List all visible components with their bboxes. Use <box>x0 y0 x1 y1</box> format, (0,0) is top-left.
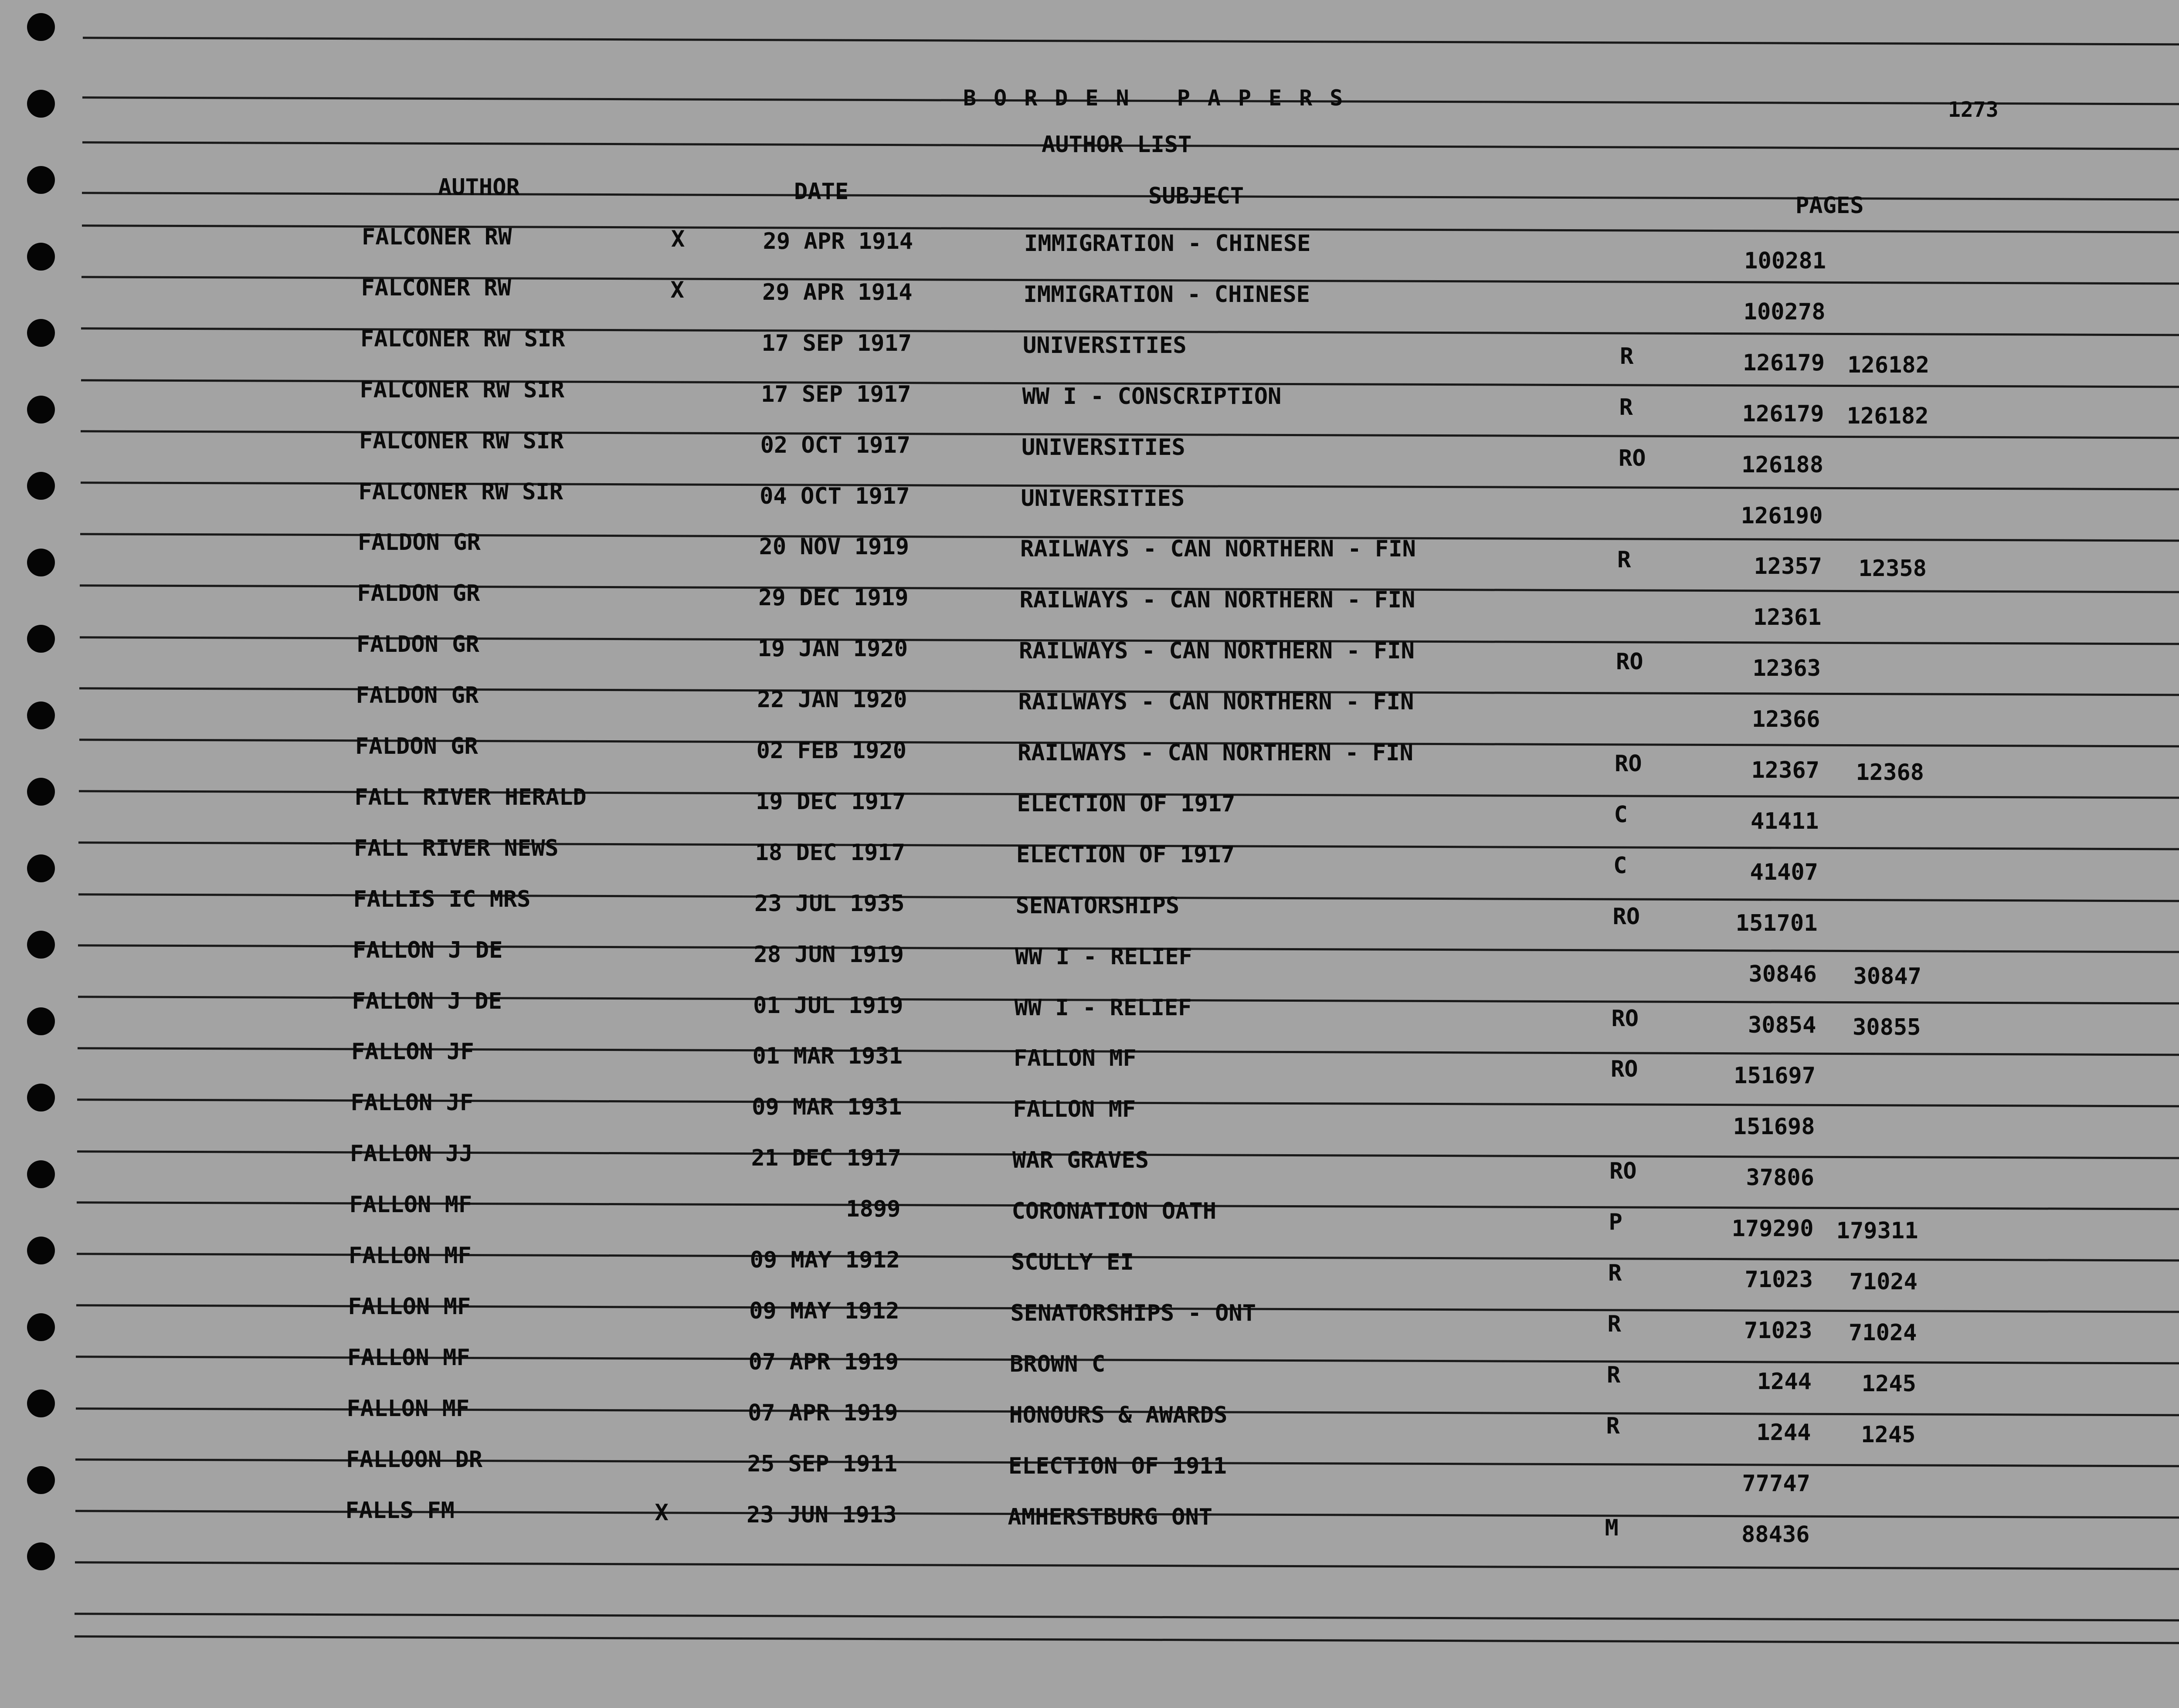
page-start-cell: 151698 <box>1733 1114 1815 1140</box>
page-start-cell: 41407 <box>1750 859 1818 885</box>
ruled-line <box>83 37 2179 46</box>
code-cell: R <box>1620 343 1634 369</box>
author-cell: FALLON MF <box>347 1344 470 1371</box>
page-number: 1273 <box>1948 98 1999 122</box>
author-cell: FALLON JF <box>350 1090 474 1116</box>
author-cell: FALCONER RW SIR <box>358 478 563 505</box>
page-start-cell: 126190 <box>1741 502 1823 529</box>
tractor-hole <box>27 854 55 882</box>
date-cell: 02 OCT 1917 <box>760 432 910 458</box>
page-start-cell: 126179 <box>1742 400 1824 427</box>
page-start-cell: 100278 <box>1743 298 1826 325</box>
tractor-hole <box>27 90 55 118</box>
subject-cell: ELECTION OF 1917 <box>1017 790 1235 817</box>
tractor-hole <box>27 931 55 959</box>
date-cell: 25 SEP 1911 <box>747 1450 897 1477</box>
code-cell: R <box>1607 1311 1621 1337</box>
subject-cell: SCULLY EI <box>1011 1249 1134 1275</box>
column-header-pages: PAGES <box>1795 193 1864 219</box>
author-cell: FALCONER RW <box>361 274 511 301</box>
page-start-cell: 151697 <box>1734 1063 1816 1089</box>
x-flag-cell: X <box>655 1499 669 1526</box>
page-start-cell: 126179 <box>1743 349 1825 376</box>
date-cell: 29 DEC 1919 <box>758 585 909 611</box>
date-cell: 1899 <box>846 1196 901 1223</box>
page-end-cell: 126182 <box>1846 403 1929 429</box>
subject-cell: CORONATION OATH <box>1011 1198 1217 1225</box>
page-start-cell: 126188 <box>1741 451 1823 478</box>
page-start-cell: 71023 <box>1744 1317 1812 1344</box>
author-cell: FALCONER RW SIR <box>359 427 564 454</box>
code-cell: RO <box>1612 903 1640 930</box>
code-cell: RO <box>1619 445 1646 471</box>
ruled-line <box>82 192 2179 201</box>
x-flag-cell: X <box>671 226 685 252</box>
code-cell: R <box>1607 1362 1621 1388</box>
author-cell: FALLON MF <box>349 1192 472 1218</box>
subject-cell: FALLON MF <box>1013 1096 1136 1123</box>
date-cell: 01 JUL 1919 <box>753 992 903 1019</box>
x-flag-cell: X <box>670 277 684 303</box>
tractor-hole <box>27 549 55 576</box>
subject-cell: WAR GRAVES <box>1012 1147 1149 1174</box>
subject-cell: FALLON MF <box>1014 1045 1137 1072</box>
date-cell: 29 APR 1914 <box>763 228 913 254</box>
subject-cell: SENATORSHIPS - ONT <box>1010 1300 1256 1326</box>
date-cell: 20 NOV 1919 <box>759 534 909 560</box>
subject-cell: ELECTION OF 1911 <box>1008 1453 1227 1479</box>
page-end-cell: 71024 <box>1849 1269 1918 1295</box>
page-start-cell: 37806 <box>1746 1165 1814 1191</box>
code-cell: RO <box>1611 1005 1639 1032</box>
author-cell: FALLON JF <box>351 1039 474 1065</box>
page-end-cell: 1245 <box>1861 1421 1916 1448</box>
page-start-cell: 12366 <box>1751 706 1820 733</box>
tractor-hole <box>27 166 55 194</box>
code-cell: RO <box>1611 1056 1638 1083</box>
subject-cell: RAILWAYS - CAN NORTHERN - FIN <box>1018 740 1413 766</box>
author-cell: FALDON GR <box>355 733 478 759</box>
ruled-line <box>75 1561 2179 1570</box>
author-cell: FALDON GR <box>356 631 479 658</box>
subject-cell: BROWN C <box>1010 1351 1106 1377</box>
tractor-hole <box>27 1542 55 1570</box>
author-cell: FALLON MF <box>349 1243 472 1269</box>
subject-cell: UNIVERSITIES <box>1023 332 1187 359</box>
date-cell: 01 MAR 1931 <box>752 1043 903 1070</box>
column-header-subject: SUBJECT <box>1148 183 1244 209</box>
code-cell: RO <box>1609 1158 1637 1185</box>
page-end-cell: 126182 <box>1847 352 1929 378</box>
subject-cell: SENATORSHIPS <box>1015 892 1180 919</box>
date-cell: 19 DEC 1917 <box>756 788 906 815</box>
author-cell: FALDON GR <box>356 682 479 709</box>
tractor-hole <box>27 1313 55 1341</box>
author-cell: FALDON GR <box>357 580 480 607</box>
date-cell: 23 JUN 1913 <box>747 1501 897 1528</box>
date-cell: 09 MAY 1912 <box>750 1247 900 1273</box>
subject-cell: WW I - RELIEF <box>1014 994 1192 1021</box>
page-start-cell: 41411 <box>1750 808 1819 834</box>
page-start-cell: 71023 <box>1745 1267 1813 1293</box>
code-cell: M <box>1605 1515 1619 1541</box>
page-start-cell: 12367 <box>1751 757 1819 783</box>
author-cell: FALLON MF <box>346 1395 470 1422</box>
code-cell: RO <box>1616 649 1643 675</box>
author-cell: FALLS FM <box>345 1497 455 1524</box>
date-cell: 17 SEP 1917 <box>761 381 911 407</box>
tractor-hole <box>27 1160 55 1188</box>
date-cell: 28 JUN 1919 <box>753 941 904 968</box>
tractor-hole <box>27 702 55 729</box>
list-subtitle: AUTHOR LIST <box>1042 132 1192 158</box>
date-cell: 07 APR 1919 <box>748 1400 898 1426</box>
author-cell: FALLON JJ <box>350 1141 473 1167</box>
document-title: BORDEN PAPERS <box>963 85 1361 111</box>
ruled-line <box>75 1613 2179 1622</box>
code-cell: C <box>1613 852 1627 879</box>
code-cell: R <box>1617 547 1631 573</box>
subject-cell: IMMIGRATION - CHINESE <box>1024 230 1311 257</box>
tractor-hole <box>27 1389 55 1417</box>
code-cell: C <box>1614 801 1628 828</box>
code-cell: R <box>1608 1260 1622 1286</box>
author-cell: FALCONER RW SIR <box>360 325 565 352</box>
subject-cell: HONOURS & AWARDS <box>1009 1402 1228 1428</box>
subject-cell: UNIVERSITIES <box>1021 485 1185 512</box>
subject-cell: RAILWAYS - CAN NORTHERN - FIN <box>1019 638 1415 664</box>
page-start-cell: 77747 <box>1742 1470 1810 1497</box>
author-cell: FALLOON DR <box>346 1446 483 1473</box>
page-start-cell: 179290 <box>1731 1216 1814 1242</box>
subject-cell: UNIVERSITIES <box>1022 434 1185 461</box>
author-cell: FALDON GR <box>358 529 481 556</box>
tractor-hole <box>27 1007 55 1035</box>
date-cell: 09 MAR 1931 <box>752 1094 902 1121</box>
author-cell: FALLON MF <box>348 1293 471 1320</box>
date-cell: 02 FEB 1920 <box>756 738 906 764</box>
date-cell: 29 APR 1914 <box>762 279 913 305</box>
tractor-hole <box>27 1084 55 1112</box>
tractor-hole <box>27 13 55 41</box>
tractor-hole <box>27 243 55 271</box>
date-cell: 23 JUL 1935 <box>754 890 905 917</box>
author-cell: FALCONER RW SIR <box>360 376 565 403</box>
date-cell: 07 APR 1919 <box>748 1349 899 1375</box>
subject-cell: IMMIGRATION - CHINESE <box>1023 281 1310 308</box>
tractor-hole <box>27 625 55 653</box>
date-cell: 19 JAN 1920 <box>757 636 908 662</box>
author-cell: FALCONER RW <box>362 224 512 250</box>
author-cell: FALLON J DE <box>353 937 503 963</box>
page-start-cell: 30846 <box>1748 961 1817 987</box>
tractor-hole <box>27 778 55 806</box>
page-end-cell: 12358 <box>1858 556 1927 582</box>
page-end-cell: 71024 <box>1848 1319 1917 1346</box>
code-cell: P <box>1609 1209 1622 1236</box>
tractor-hole <box>27 319 55 347</box>
tractor-hole <box>27 1237 55 1264</box>
page-start-cell: 100281 <box>1744 248 1826 274</box>
page-end-cell: 1245 <box>1861 1370 1916 1397</box>
column-header-date: DATE <box>794 179 849 205</box>
page-start-cell: 88436 <box>1741 1521 1810 1548</box>
date-cell: 17 SEP 1917 <box>761 330 912 356</box>
subject-cell: WW I - CONSCRIPTION <box>1022 383 1282 410</box>
author-cell: FALLON J DE <box>352 988 502 1014</box>
subject-cell: AMHERSTBURG ONT <box>1008 1504 1213 1530</box>
page-start-cell: 12361 <box>1753 604 1822 631</box>
subject-cell: ELECTION OF 1917 <box>1016 841 1235 868</box>
author-cell: FALL RIVER HERALD <box>354 784 587 810</box>
page-start-cell: 151701 <box>1735 910 1818 936</box>
page-start-cell: 1244 <box>1756 1419 1811 1446</box>
date-cell: 21 DEC 1917 <box>751 1145 901 1172</box>
page-start-cell: 12357 <box>1754 553 1822 580</box>
page-end-cell: 30855 <box>1852 1014 1921 1040</box>
code-cell: R <box>1606 1413 1620 1439</box>
date-cell: 22 JAN 1920 <box>757 687 907 713</box>
page-end-cell: 30847 <box>1853 963 1921 990</box>
author-cell: FALLIS IC MRS <box>353 886 531 912</box>
subject-cell: RAILWAYS - CAN NORTHERN - FIN <box>1020 536 1416 563</box>
date-cell: 09 MAY 1912 <box>749 1298 899 1324</box>
ruled-line <box>75 1635 2179 1644</box>
tractor-hole <box>27 396 55 424</box>
subject-cell: WW I - RELIEF <box>1015 943 1192 970</box>
tractor-hole <box>27 1466 55 1494</box>
code-cell: RO <box>1615 751 1642 777</box>
tractor-hole <box>27 472 55 500</box>
subject-cell: RAILWAYS - CAN NORTHERN - FIN <box>1018 689 1414 715</box>
page-end-cell: 179311 <box>1836 1218 1918 1244</box>
page-start-cell: 1244 <box>1757 1368 1812 1395</box>
code-cell: R <box>1619 394 1633 420</box>
subject-cell: RAILWAYS - CAN NORTHERN - FIN <box>1019 587 1415 613</box>
author-cell: FALL RIVER NEWS <box>354 835 559 861</box>
date-cell: 04 OCT 1917 <box>760 483 910 509</box>
page-start-cell: 30854 <box>1748 1012 1816 1038</box>
date-cell: 18 DEC 1917 <box>755 839 905 866</box>
column-header-author: AUTHOR <box>438 174 520 200</box>
page-start-cell: 12363 <box>1752 655 1821 682</box>
page-end-cell: 12368 <box>1856 759 1924 786</box>
